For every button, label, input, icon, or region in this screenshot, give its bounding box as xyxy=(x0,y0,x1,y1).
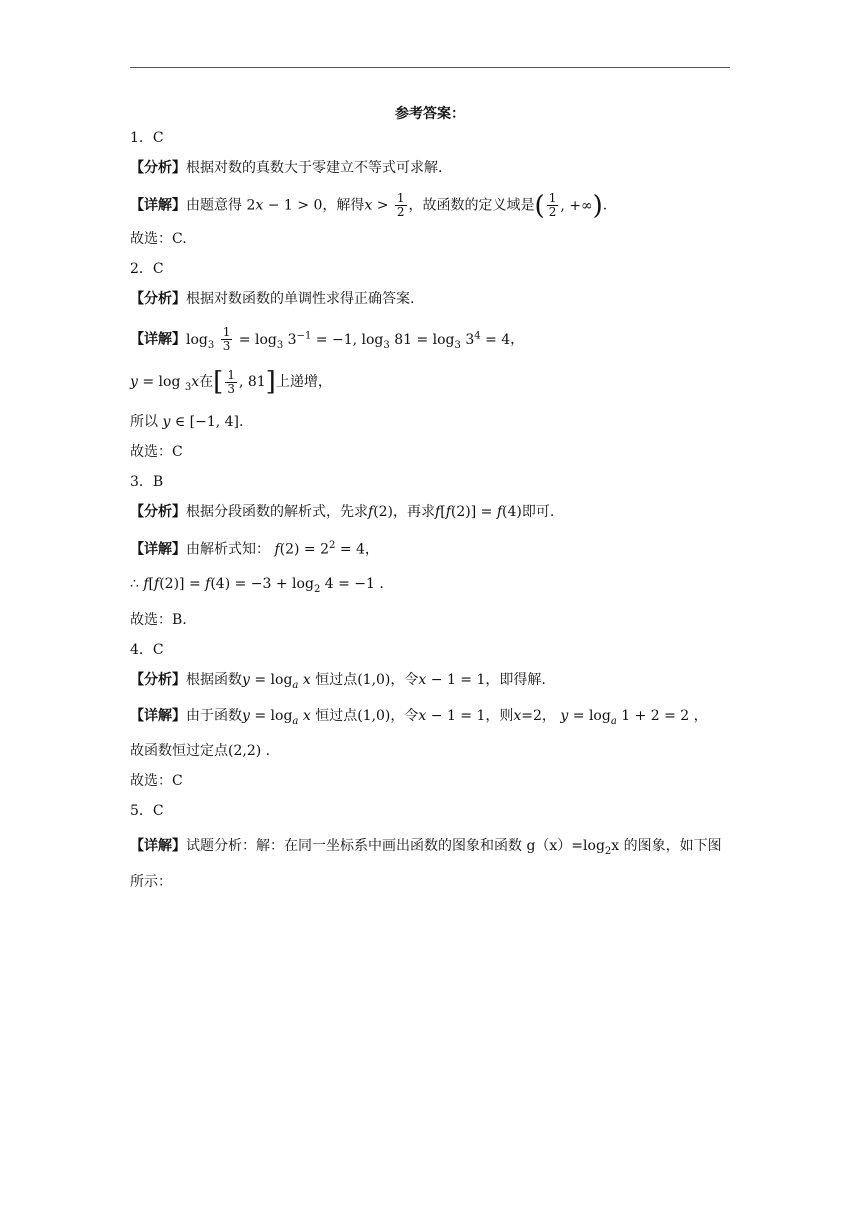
math-interval: [ $\frac{1}{3}$ , 81] xyxy=(213,367,276,398)
conclusion-2: 故选：C xyxy=(130,444,183,461)
analysis-tag: 【分析】 xyxy=(130,160,186,176)
answer-number-3: 3．B xyxy=(130,474,164,491)
detail-5: 【详解】试题分析：解：在同一坐标系中画出函数的图象和函数 $g(x)=\log_2x$ 的图象，如下图所示： xyxy=(130,838,722,891)
conclusion-3: 故选：B. xyxy=(130,611,187,628)
conclusion-1: 故选：C. xyxy=(130,231,187,247)
answer-document xyxy=(130,100,730,897)
detail-4: 【详解】由于函数$y = \log_a x$ 恒过点(1,0)，令x − 1 = 1，则x=2， $y = \log_a 1 + 2 = 2$ ， xyxy=(130,707,708,727)
detail-2-line2: y = log $_3$x在[ $\frac{1}{3}$ , 81]上递增， xyxy=(130,367,332,398)
header-rule xyxy=(130,67,730,68)
detail-1: 【详解】由题意得 2x − 1 > 0，解得x > $\frac{1}{2}$ ，故函数的定义域是( $\frac{1}{2}$ , +∞). xyxy=(130,190,608,221)
detail-tag: 【详解】 xyxy=(130,197,186,214)
math-inequality: 2x − 1 > 0 xyxy=(246,197,323,214)
page-title: 参考答案： xyxy=(395,106,465,122)
answer-number-2: 2．C xyxy=(130,261,164,277)
answer-number-4: 4．C xyxy=(130,641,164,658)
math-log-values: $\log_3$ $\frac{1}{3}$ = $\log_3 3^{-1} = -1$, $\log_3 81 = \log_3 3^4 = 4$ xyxy=(186,325,511,354)
analysis-2: 【分析】根据对数函数的单调性求得正确答案. xyxy=(130,291,415,307)
detail-2-line3: 所以 y ∈ [−1, 4]. xyxy=(130,414,244,431)
math-function: y = log $_3$x xyxy=(130,374,200,394)
answer-number-5: 5．C xyxy=(130,803,164,820)
analysis-4: 【分析】根据函数$y = \log_a x$ 恒过点(1,0)，令x − 1 = 1，即得解. xyxy=(130,671,546,691)
math-interval: ( $\frac{1}{2}$ , +∞) xyxy=(534,190,603,221)
detail-3-line2: ∴ $f[f(2)] = f(4) = -3 + \log_2 4 = -1$ . xyxy=(130,575,384,595)
analysis-3: 【分析】根据分段函数的解析式，先求f(2)，再求f[f(2)] = f(4)即可. xyxy=(130,504,555,521)
detail-3: 【详解】由解析式知： $f(2) = 2^2 = 4$， xyxy=(130,540,379,558)
analysis-1: 【分析】根据对数的真数大于零建立不等式可求解. xyxy=(130,160,443,176)
detail-4-line2: 故函数恒过定点(2,2) . xyxy=(130,743,271,760)
detail-2: 【详解】$\log_3$ $\frac{1}{3}$ = $\log_3 3^{-1} = -1$, $\log_3 81 = \log_3 3^4 = 4$， xyxy=(130,325,525,354)
answer-number-1: 1．C xyxy=(130,130,164,146)
fraction: $\frac{1}{2}$ xyxy=(396,191,405,219)
conclusion-4: 故选：C xyxy=(130,773,183,790)
